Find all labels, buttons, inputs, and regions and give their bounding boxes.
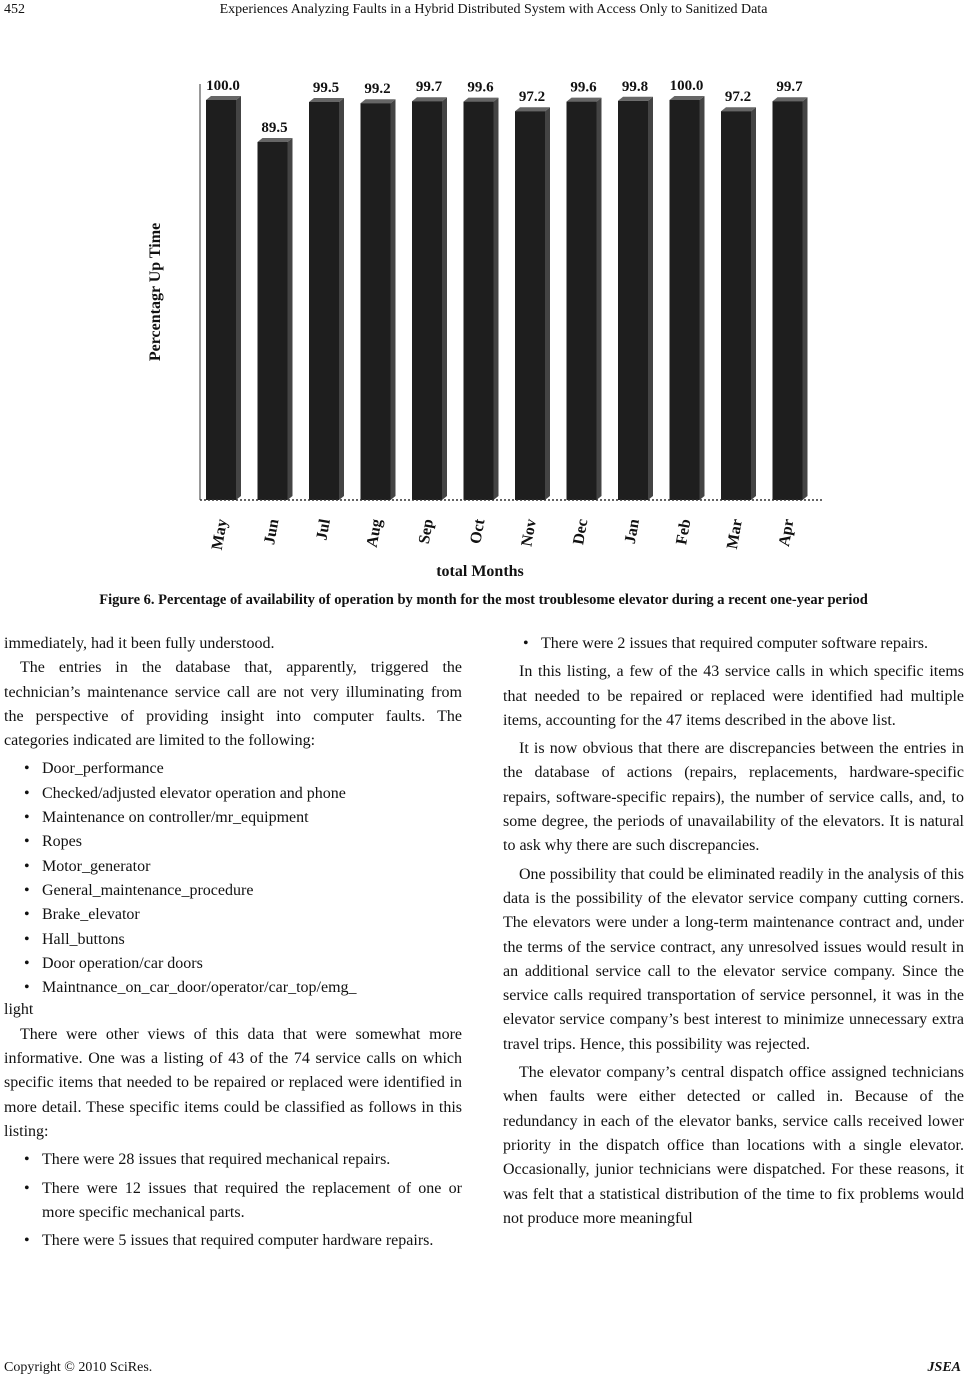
list-item: • There were 5 issues that required computer hardware repairs.: [4, 1229, 462, 1253]
list-item: • Door_performance: [4, 757, 462, 781]
page-number: 452: [4, 2, 25, 17]
bar-top-Aug: [361, 99, 396, 103]
paragraph: One possibility that could be eliminated readily in the analysis of this data is the possibility of the elevator service company cutting corners. The elevators were under a long-term maintenance contract and, under the terms of the service contract, any unresolved issues would result in an additional service call to the elevator service company. Since the service calls required transportation of service personnel, it was in the elevator service company’s best interest to minimize unnecessary extra travel trips. Hence, this possibility was rejected.: [503, 865, 964, 1053]
list-item-continuation: light: [4, 1001, 34, 1019]
x-tick-label-Aug: Aug: [363, 517, 386, 549]
page-header: [0, 0, 967, 24]
bar-value-label-Jul: 99.5: [312, 80, 340, 96]
bar-side-Sep: [442, 97, 447, 500]
bar-value-label-May: 100.0: [206, 78, 240, 94]
bar-top-Jun: [258, 138, 293, 142]
x-tick-label-Jun: Jun: [261, 517, 283, 547]
list-item: • Maintnance_on_car_door/operator/car_top/emg_: [4, 976, 462, 1000]
paragraph: The entries in the database that, apparently, triggered the technician’s maintenance service call are not very illuminating from the perspective of providing insight into computer faults. The categories indicated are limited to the following:: [4, 659, 462, 750]
bar-value-label-Jan: 99.8: [621, 78, 649, 95]
bars-group: [206, 78, 808, 500]
bar-side-Mar: [751, 107, 756, 500]
bar-top-May: [206, 96, 241, 100]
bar-Apr: [773, 101, 803, 500]
bar-side-Dec: [597, 98, 602, 500]
x-axis-title: total Months: [436, 563, 524, 580]
bar-side-Jun: [288, 138, 293, 500]
y-axis-title: Percentagr Up Time: [147, 222, 164, 362]
bar-side-Jan: [648, 97, 653, 500]
bar-value-label-Dec: 99.6: [570, 79, 597, 96]
bar-value-label-Jun: 89.5: [261, 120, 288, 136]
journal-abbreviation: JSEA: [927, 1360, 961, 1375]
bar-side-Oct: [494, 98, 499, 500]
bar-value-label-Mar: 97.2: [724, 89, 752, 106]
x-tick-label-Mar: Mar: [723, 517, 746, 551]
running-title: Experiences Analyzing Faults in a Hybrid Distributed System with Access Only to Sanitized Data: [219, 2, 768, 17]
x-tick-label-Jul: Jul: [313, 517, 334, 542]
x-tick-label-Jan: Jan: [621, 517, 643, 546]
paragraph: There were other views of this data that were somewhat more informative. One was a listing of 43 of the 74 service calls on which specific items that needed to be repaired or replaced were identified in more detail. These specific items could be classified as follows in this listing:: [4, 1025, 462, 1140]
paragraph: immediately, had it been fully understood.: [4, 635, 275, 652]
bar-top-Jul: [309, 98, 344, 102]
paragraph: It is now obvious that there are discrepancies between the entries in the database of actions (repairs, replacements, hardware-specific repairs, software-specific repairs), the number of service calls, and, to some degree, the periods of unavailability of the elevators. It is natural to ask why there are such discrepancies.: [503, 740, 964, 855]
bar-top-Oct: [464, 98, 499, 102]
issue-list-continued: [503, 632, 964, 656]
bar-top-Apr: [773, 97, 808, 101]
bar-side-Feb: [700, 96, 705, 500]
bar-value-label-Feb: 100.0: [669, 78, 704, 94]
list-item: • There were 12 issues that required the replacement of one or more specific mechanical parts.: [4, 1177, 462, 1226]
bar-top-Dec: [567, 98, 602, 102]
bar-Oct: [464, 102, 494, 500]
bar-Dec: [567, 102, 597, 500]
list-item: • General_maintenance_procedure: [4, 879, 462, 903]
figure-caption: Figure 6. Percentage of availability of operation by month for the most troublesome elevator during a recent one-year period: [99, 592, 868, 608]
list-item: • Maintenance on controller/mr_equipment: [4, 806, 462, 830]
bar-Nov: [515, 111, 545, 500]
bar-Jan: [618, 101, 648, 500]
category-list: [4, 757, 462, 1000]
paragraph: The elevator company’s central dispatch office assigned technicians when faults were either detected or called in. Because of the redundancy in each of the elevator banks, service calls received lower priority in the dispatch office than locations with a single elevator. Occasionally, junior technicians were dispatched. For these reasons, it was felt that a statistical distribution of the time to fix problems would not produce more meaningful: [503, 1064, 964, 1227]
bar-side-Jul: [339, 98, 344, 500]
list-item: • Checked/adjusted elevator operation and phone: [4, 782, 462, 806]
bar-side-May: [236, 96, 241, 500]
bar-side-Aug: [391, 99, 396, 500]
list-item: • There were 2 issues that required computer software repairs.: [503, 632, 964, 656]
bar-Aug: [361, 103, 391, 500]
bar-top-Mar: [721, 107, 756, 111]
bar-value-label-Sep: 99.7: [415, 79, 443, 96]
bar-top-Sep: [412, 97, 447, 101]
issue-list: [4, 1148, 462, 1253]
bar-value-label-Oct: 99.6: [467, 79, 494, 96]
x-tick-label-Oct: Oct: [467, 517, 489, 546]
bar-top-Feb: [670, 96, 705, 100]
x-tick-label-Dec: Dec: [570, 517, 592, 547]
list-item: • Motor_generator: [4, 855, 462, 879]
list-item: • Door operation/car doors: [4, 952, 462, 976]
bar-Jun: [258, 142, 288, 500]
bar-top-Nov: [515, 107, 550, 111]
x-tick-label-Sep: Sep: [415, 517, 437, 546]
x-tick-label-Feb: Feb: [673, 517, 695, 547]
bar-value-label-Aug: 99.2: [364, 81, 391, 98]
bar-side-Nov: [545, 107, 550, 500]
list-item: • Hall_buttons: [4, 928, 462, 952]
bar-top-Jan: [618, 97, 653, 101]
bar-May: [206, 100, 236, 500]
x-tick-label-May: May: [208, 517, 231, 552]
x-tick-label-Apr: Apr: [775, 517, 798, 548]
bar-value-label-Apr: 99.7: [776, 79, 803, 96]
bar-Feb: [670, 100, 700, 500]
uptime-bar-chart: [140, 54, 840, 584]
bar-Sep: [412, 101, 442, 500]
x-tick-label-Nov: Nov: [518, 517, 540, 548]
bar-value-label-Nov: 97.2: [518, 89, 546, 106]
bar-side-Apr: [803, 97, 808, 500]
list-item: • There were 28 issues that required mechanical repairs.: [4, 1148, 462, 1172]
copyright-notice: Copyright © 2010 SciRes.: [4, 1360, 153, 1375]
list-item: • Ropes: [4, 830, 462, 854]
bar-Mar: [721, 111, 751, 500]
right-column: [503, 632, 964, 1231]
list-item: • Brake_elevator: [4, 903, 462, 927]
bar-Jul: [309, 102, 339, 500]
paragraph: In this listing, a few of the 43 service calls in which specific items that needed to be repaired or replaced were identified had multiple items, accounting for the 47 items described in the above list.: [503, 663, 964, 729]
left-column: [4, 632, 462, 1257]
